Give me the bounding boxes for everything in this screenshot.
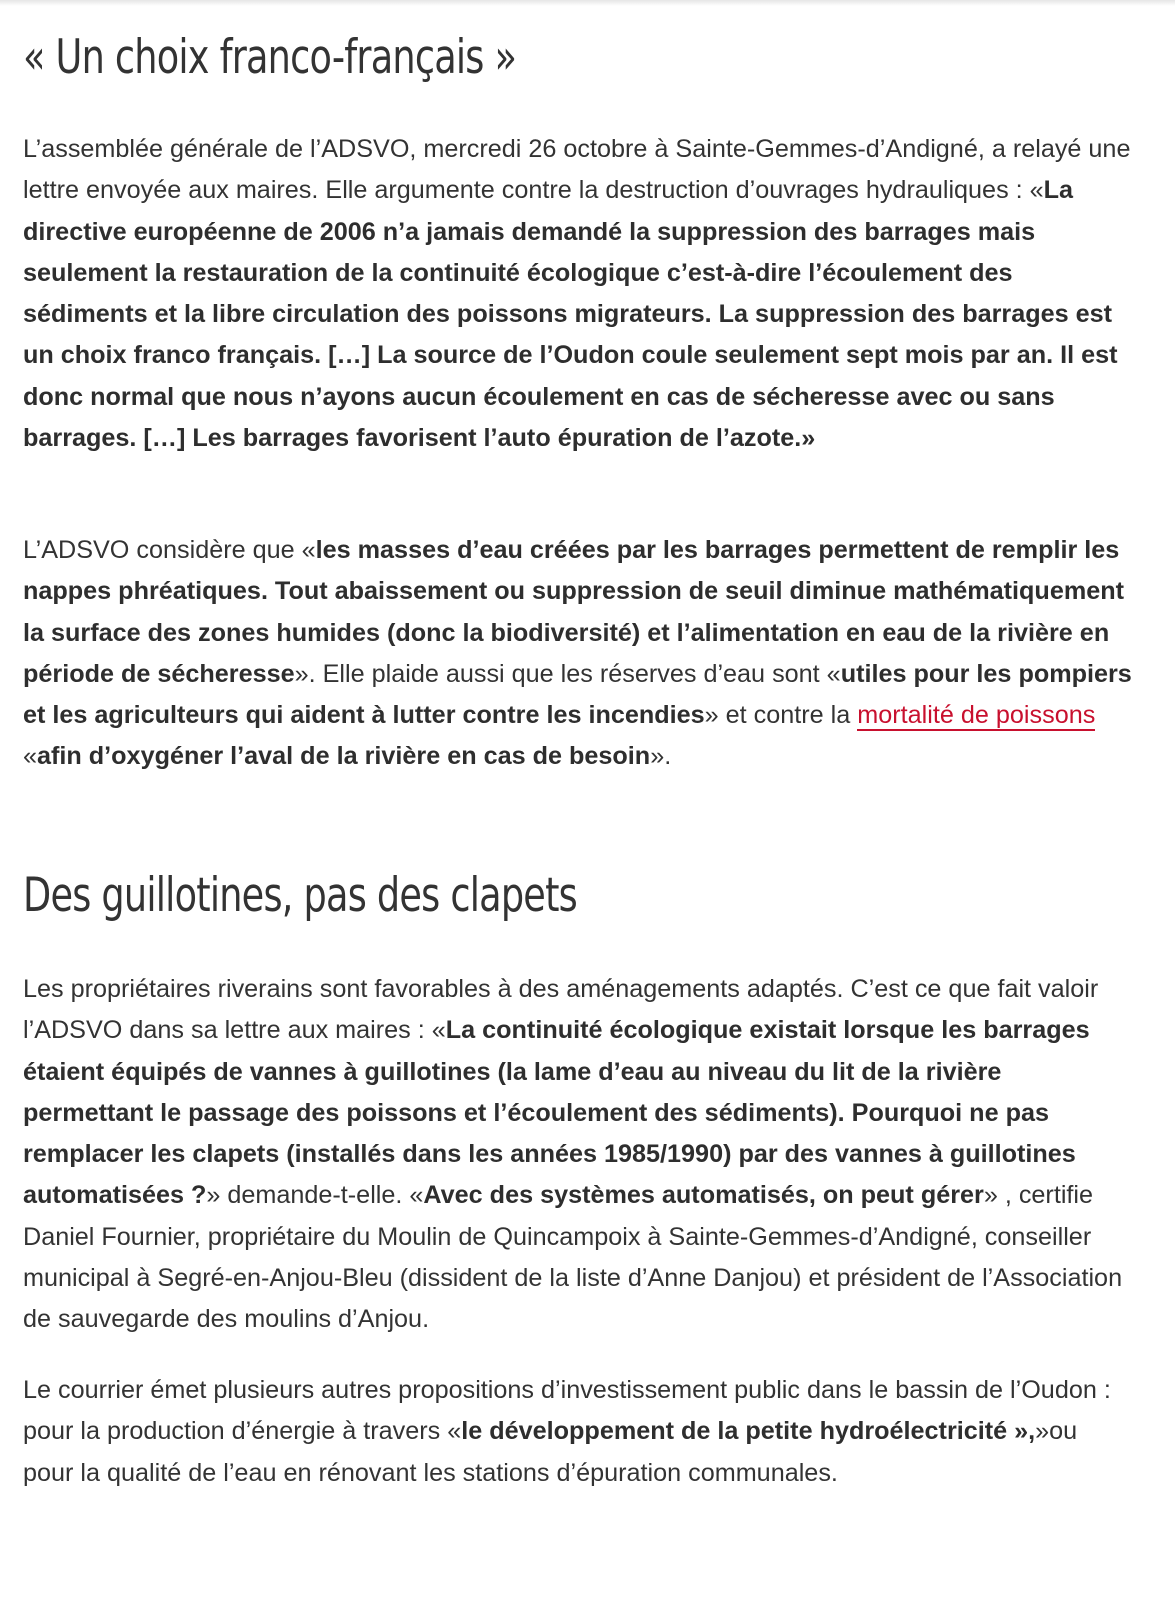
text-run: » et contre la [704,701,858,730]
paragraph [23,969,1133,1341]
text-run: » , certifie Daniel Fournier, propriétaire du Moulin de Quincampoix à Sainte-Gemmes-d’Andigné, conseiller municipal à Segré-en-Anjou-Bleu (dissident de la liste d’Anne Danjou) et président de l’Association de sauvegarde des moulins d’Anjou. [23,1181,1123,1334]
text-run: Les propriétaires riverains sont favorables à des aménagements adaptés. C’est ce que fait valoir l’ADSVO dans sa lettre aux maires : « [23,975,1099,1045]
text-run: »ou pour la qualité de l’eau en rénovant les stations d’épuration communales. [23,1417,1078,1487]
section-heading-guillotines: Des guillotines, pas des clapets [23,868,577,923]
text-run: ». Elle plaide aussi que les réserves d’eau sont « [294,659,841,688]
quote-bold: le développement de la petite hydroélectricité », [461,1417,1036,1446]
text-run: L’ADSVO considère que « [23,536,316,564]
text-run: » demande-t-elle. « [206,1181,424,1210]
text-run: Le courrier émet plusieurs autres propositions d’investissement public dans le bassin de l’Oudon : pour la production d’énergie à travers « [23,1376,1111,1446]
quote-bold: afin d’oxygéner l’aval de la rivière en cas de besoin [37,742,651,771]
link-mortalite-de-poissons[interactable]: mortalité de poissons [857,701,1096,730]
quote-bold: les masses d’eau créées par les barrages permettent de remplir les nappes phréatiques. Tout abaissement ou suppression de seuil diminue mathématiquement la surface des zones humides (donc la biodiversité) et l’alimentation en eau de la rivière en période de sécheresse [23,536,1125,688]
text-run: « [23,742,38,771]
text-run: L’assemblée générale de l’ADSVO, mercredi 26 octobre à Sainte-Gemmes-d’Andigné, a relayé une lettre envoyée aux maires. Elle argumente contre la destruction d’ouvrages hydrauliques : « [23,135,1131,205]
top-shadow [0,0,1175,6]
quote-bold: La continuité écologique existait lorsque les barrages étaient équipés de vannes à guillotines (la lame d’eau au niveau du lit de la rivière permettant le passage des poissons et l’écoulement des sédiments). Pourquoi ne pas remplacer les clapets (installés dans les années 1985/1990) par des vannes à guillotines automatisées ? [23,1016,1090,1210]
section-heading-choix-franco-francais: « Un choix franco-français » [23,30,517,85]
text-run: ». [650,742,672,771]
paragraph [23,530,1133,778]
quote-bold: La directive européenne de 2006 n’a jamais demandé la suppression des barrages mais seulement la restauration de la continuité écologique c’est-à-dire l’écoulement des sédiments et la libre circulation des poissons migrateurs. La suppression des barrages est un choix franco français. […] La source de l’Oudon coule seulement sept mois par an. Il est donc normal que nous n’ayons aucun écoulement en cas de sécheresse avec ou sans barrages. […] Les barrages favorisent l’auto épuration de l’azote.» [23,176,1118,453]
quote-bold: Avec des systèmes automatisés, on peut gérer [423,1181,984,1210]
paragraph [23,1370,1133,1494]
quote-bold: utiles pour les pompiers et les agriculteurs qui aident à lutter contre les incendies [23,659,1132,730]
paragraph [23,129,1133,459]
